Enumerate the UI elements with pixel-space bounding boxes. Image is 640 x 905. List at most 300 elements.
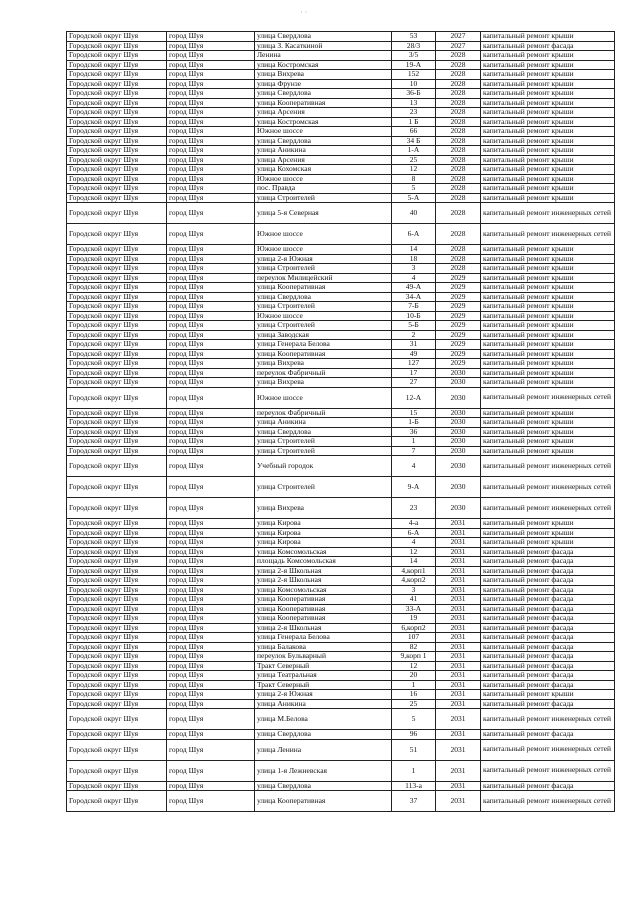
municipality-cell: Городской округ Шуя	[67, 547, 167, 557]
table-row	[67, 349, 615, 359]
work-type-cell: капитальный ремонт инженерных сетей	[481, 203, 615, 224]
municipality-cell: Городской округ Шуя	[67, 273, 167, 283]
table-row	[67, 165, 615, 175]
settlement-cell: город Шуя	[167, 292, 255, 302]
house-number-cell: 10	[392, 79, 436, 89]
year-cell: 2031	[436, 642, 481, 652]
house-number-cell: 127	[392, 359, 436, 369]
table-row	[67, 456, 615, 477]
work-type-cell: капитальный ремонт крыши	[481, 408, 615, 418]
municipality-cell: Городской округ Шуя	[67, 528, 167, 538]
settlement-cell: город Шуя	[167, 652, 255, 662]
table-row	[67, 652, 615, 662]
street-cell: улица Заводская	[255, 330, 392, 340]
work-type-cell: капитальный ремонт фасада	[481, 642, 615, 652]
house-number-cell: 152	[392, 70, 436, 80]
table-row	[67, 203, 615, 224]
settlement-cell: город Шуя	[167, 446, 255, 456]
municipality-cell: Городской округ Шуя	[67, 437, 167, 447]
repair-schedule-table	[66, 31, 615, 812]
settlement-cell: город Шуя	[167, 330, 255, 340]
work-type-cell: капитальный ремонт крыши	[481, 108, 615, 118]
table-row	[67, 528, 615, 538]
settlement-cell: город Шуя	[167, 302, 255, 312]
work-type-cell: капитальный ремонт фасада	[481, 661, 615, 671]
year-cell: 2031	[436, 604, 481, 614]
settlement-cell: город Шуя	[167, 89, 255, 99]
settlement-cell: город Шуя	[167, 378, 255, 388]
street-cell: улица Строителей	[255, 193, 392, 203]
settlement-cell: город Шуя	[167, 203, 255, 224]
street-cell: улица Вихрева	[255, 359, 392, 369]
municipality-cell: Городской округ Шуя	[67, 203, 167, 224]
work-type-cell: капитальный ремонт фасада	[481, 566, 615, 576]
house-number-cell: 6-А	[392, 224, 436, 245]
settlement-cell: город Шуя	[167, 437, 255, 447]
house-number-cell: 10-Б	[392, 311, 436, 321]
year-cell: 2029	[436, 273, 481, 283]
settlement-cell: город Шуя	[167, 321, 255, 331]
street-cell: улица Аникина	[255, 418, 392, 428]
house-number-cell: 40	[392, 203, 436, 224]
year-cell: 2030	[436, 387, 481, 408]
settlement-cell: город Шуя	[167, 70, 255, 80]
table-row	[67, 680, 615, 690]
municipality-cell: Городской округ Шуя	[67, 604, 167, 614]
house-number-cell: 1	[392, 437, 436, 447]
year-cell: 2028	[436, 60, 481, 70]
municipality-cell: Городской округ Шуя	[67, 661, 167, 671]
year-cell: 2028	[436, 127, 481, 137]
house-number-cell: 5	[392, 709, 436, 730]
table-row	[67, 146, 615, 156]
municipality-cell: Городской округ Шуя	[67, 791, 167, 812]
settlement-cell: город Шуя	[167, 117, 255, 127]
house-number-cell: 5	[392, 184, 436, 194]
settlement-cell: город Шуя	[167, 557, 255, 567]
street-cell: улица Костромская	[255, 60, 392, 70]
settlement-cell: город Шуя	[167, 41, 255, 51]
municipality-cell: Городской округ Шуя	[67, 633, 167, 643]
table-row	[67, 576, 615, 586]
street-cell: Южное шоссе	[255, 224, 392, 245]
street-cell: улица Кооперативная	[255, 283, 392, 293]
street-cell: улица Строителей	[255, 321, 392, 331]
street-cell: переулок Фабричный	[255, 368, 392, 378]
settlement-cell: город Шуя	[167, 519, 255, 529]
house-number-cell: 5-Б	[392, 321, 436, 331]
municipality-cell: Городской округ Шуя	[67, 359, 167, 369]
street-cell: улица Кирова	[255, 528, 392, 538]
table-row	[67, 614, 615, 624]
municipality-cell: Городской округ Шуя	[67, 427, 167, 437]
municipality-cell: Городской округ Шуя	[67, 311, 167, 321]
year-cell: 2031	[436, 528, 481, 538]
street-cell: улица Кооперативная	[255, 595, 392, 605]
year-cell: 2029	[436, 302, 481, 312]
table-row	[67, 427, 615, 437]
table-row	[67, 557, 615, 567]
street-cell: улица Комсомольская	[255, 547, 392, 557]
year-cell: 2028	[436, 155, 481, 165]
street-cell: Учебный городок	[255, 456, 392, 477]
municipality-cell: Городской округ Шуя	[67, 155, 167, 165]
year-cell: 2031	[436, 680, 481, 690]
table-row	[67, 623, 615, 633]
street-cell: улица Строителей	[255, 264, 392, 274]
street-cell: улица Кооперативная	[255, 349, 392, 359]
house-number-cell: 51	[392, 739, 436, 760]
table-row	[67, 642, 615, 652]
house-number-cell: 37	[392, 791, 436, 812]
table-row	[67, 446, 615, 456]
house-number-cell: 9-А	[392, 477, 436, 498]
municipality-cell: Городской округ Шуя	[67, 671, 167, 681]
street-cell: улица 5-я Северная	[255, 203, 392, 224]
work-type-cell: капитальный ремонт крыши	[481, 283, 615, 293]
year-cell: 2031	[436, 699, 481, 709]
year-cell: 2031	[436, 557, 481, 567]
street-cell: улица Строителей	[255, 446, 392, 456]
municipality-cell: Городской округ Шуя	[67, 557, 167, 567]
municipality-cell: Городской округ Шуя	[67, 41, 167, 51]
table-row	[67, 690, 615, 700]
municipality-cell: Городской округ Шуя	[67, 652, 167, 662]
municipality-cell: Городской округ Шуя	[67, 117, 167, 127]
year-cell: 2030	[436, 456, 481, 477]
table-row	[67, 193, 615, 203]
settlement-cell: город Шуя	[167, 614, 255, 624]
work-type-cell: капитальный ремонт фасада	[481, 730, 615, 740]
table-row	[67, 311, 615, 321]
house-number-cell: 16	[392, 690, 436, 700]
year-cell: 2030	[436, 498, 481, 519]
work-type-cell: капитальный ремонт фасада	[481, 781, 615, 791]
settlement-cell: город Шуя	[167, 690, 255, 700]
work-type-cell: капитальный ремонт крыши	[481, 89, 615, 99]
house-number-cell: 9,корп 1	[392, 652, 436, 662]
house-number-cell: 6-А	[392, 528, 436, 538]
street-cell: улица 2-я Южная	[255, 254, 392, 264]
house-number-cell: 12	[392, 661, 436, 671]
settlement-cell: город Шуя	[167, 498, 255, 519]
table-row	[67, 498, 615, 519]
work-type-cell: капитальный ремонт крыши	[481, 368, 615, 378]
municipality-cell: Городской округ Шуя	[67, 699, 167, 709]
municipality-cell: Городской округ Шуя	[67, 254, 167, 264]
work-type-cell: капитальный ремонт инженерных сетей	[481, 791, 615, 812]
table-row	[67, 321, 615, 331]
work-type-cell: капитальный ремонт крыши	[481, 51, 615, 61]
table-row	[67, 378, 615, 388]
municipality-cell: Городской округ Шуя	[67, 321, 167, 331]
street-cell: Южное шоссе	[255, 127, 392, 137]
settlement-cell: город Шуя	[167, 739, 255, 760]
table-row	[67, 519, 615, 529]
street-cell: улица Ленина	[255, 739, 392, 760]
year-cell: 2029	[436, 311, 481, 321]
settlement-cell: город Шуя	[167, 32, 255, 42]
settlement-cell: город Шуя	[167, 193, 255, 203]
settlement-cell: город Шуя	[167, 730, 255, 740]
work-type-cell: капитальный ремонт крыши	[481, 60, 615, 70]
year-cell: 2031	[436, 791, 481, 812]
municipality-cell: Городской округ Шуя	[67, 387, 167, 408]
house-number-cell: 53	[392, 32, 436, 42]
street-cell: улица Арсения	[255, 108, 392, 118]
table-row	[67, 245, 615, 255]
street-cell: Тракт Северный	[255, 680, 392, 690]
municipality-cell: Городской округ Шуя	[67, 245, 167, 255]
work-type-cell: капитальный ремонт крыши	[481, 165, 615, 175]
table-row	[67, 387, 615, 408]
settlement-cell: город Шуя	[167, 709, 255, 730]
table-row	[67, 330, 615, 340]
work-type-cell: капитальный ремонт крыши	[481, 136, 615, 146]
table-row	[67, 70, 615, 80]
municipality-cell: Городской округ Шуя	[67, 32, 167, 42]
settlement-cell: город Шуя	[167, 680, 255, 690]
work-type-cell: капитальный ремонт фасада	[481, 633, 615, 643]
settlement-cell: город Шуя	[167, 427, 255, 437]
house-number-cell: 4	[392, 538, 436, 548]
work-type-cell: капитальный ремонт крыши	[481, 427, 615, 437]
work-type-cell: капитальный ремонт инженерных сетей	[481, 456, 615, 477]
house-number-cell: 19	[392, 614, 436, 624]
table-row	[67, 108, 615, 118]
house-number-cell: 14	[392, 245, 436, 255]
table-row	[67, 174, 615, 184]
street-cell: улица М.Белова	[255, 709, 392, 730]
municipality-cell: Городской округ Шуя	[67, 418, 167, 428]
street-cell: улица Вихрева	[255, 498, 392, 519]
work-type-cell: капитальный ремонт фасада	[481, 680, 615, 690]
municipality-cell: Городской округ Шуя	[67, 446, 167, 456]
house-number-cell: 1-Б	[392, 418, 436, 428]
table-row	[67, 136, 615, 146]
settlement-cell: город Шуя	[167, 408, 255, 418]
table-row	[67, 781, 615, 791]
work-type-cell: капитальный ремонт крыши	[481, 155, 615, 165]
table-row	[67, 699, 615, 709]
year-cell: 2030	[436, 418, 481, 428]
work-type-cell: капитальный ремонт крыши	[481, 321, 615, 331]
work-type-cell: капитальный ремонт крыши	[481, 359, 615, 369]
table-row	[67, 273, 615, 283]
settlement-cell: город Шуя	[167, 184, 255, 194]
municipality-cell: Городской округ Шуя	[67, 340, 167, 350]
municipality-cell: Городской округ Шуя	[67, 292, 167, 302]
municipality-cell: Городской округ Шуя	[67, 146, 167, 156]
table-row	[67, 89, 615, 99]
year-cell: 2029	[436, 321, 481, 331]
municipality-cell: Городской округ Шуя	[67, 224, 167, 245]
street-cell: улица Свердлова	[255, 427, 392, 437]
house-number-cell: 17	[392, 368, 436, 378]
work-type-cell: капитальный ремонт крыши	[481, 117, 615, 127]
year-cell: 2029	[436, 359, 481, 369]
work-type-cell: капитальный ремонт крыши	[481, 32, 615, 42]
settlement-cell: город Шуя	[167, 146, 255, 156]
house-number-cell: 96	[392, 730, 436, 740]
table-row	[67, 51, 615, 61]
table-row	[67, 408, 615, 418]
work-type-cell: капитальный ремонт крыши	[481, 446, 615, 456]
house-number-cell: 25	[392, 155, 436, 165]
municipality-cell: Городской округ Шуя	[67, 614, 167, 624]
house-number-cell: 27	[392, 378, 436, 388]
table-row	[67, 739, 615, 760]
work-type-cell: капитальный ремонт фасада	[481, 547, 615, 557]
work-type-cell: капитальный ремонт фасада	[481, 604, 615, 614]
house-number-cell: 3/5	[392, 51, 436, 61]
settlement-cell: город Шуя	[167, 781, 255, 791]
year-cell: 2031	[436, 739, 481, 760]
work-type-cell: капитальный ремонт крыши	[481, 437, 615, 447]
municipality-cell: Городской округ Шуя	[67, 368, 167, 378]
year-cell: 2028	[436, 203, 481, 224]
municipality-cell: Городской округ Шуя	[67, 781, 167, 791]
settlement-cell: город Шуя	[167, 273, 255, 283]
house-number-cell: 33-А	[392, 604, 436, 614]
table-row	[67, 79, 615, 89]
settlement-cell: город Шуя	[167, 165, 255, 175]
table-row	[67, 604, 615, 614]
table-row	[67, 477, 615, 498]
house-number-cell: 19-А	[392, 60, 436, 70]
work-type-cell: капитальный ремонт крыши	[481, 174, 615, 184]
municipality-cell: Городской округ Шуя	[67, 680, 167, 690]
street-cell: улица Вихрева	[255, 70, 392, 80]
street-cell: Южное шоссе	[255, 311, 392, 321]
municipality-cell: Городской округ Шуя	[67, 108, 167, 118]
table-row	[67, 264, 615, 274]
street-cell: улица Свердлова	[255, 730, 392, 740]
municipality-cell: Городской округ Шуя	[67, 165, 167, 175]
work-type-cell: капитальный ремонт инженерных сетей	[481, 477, 615, 498]
work-type-cell: капитальный ремонт крыши	[481, 292, 615, 302]
house-number-cell: 4	[392, 273, 436, 283]
year-cell: 2029	[436, 283, 481, 293]
table-row	[67, 155, 615, 165]
work-type-cell: капитальный ремонт крыши	[481, 528, 615, 538]
street-cell: улица Балакова	[255, 642, 392, 652]
house-number-cell: 7-Б	[392, 302, 436, 312]
municipality-cell: Городской округ Шуя	[67, 739, 167, 760]
year-cell: 2028	[436, 51, 481, 61]
municipality-cell: Городской округ Шуя	[67, 98, 167, 108]
work-type-cell: капитальный ремонт крыши	[481, 538, 615, 548]
year-cell: 2031	[436, 595, 481, 605]
street-cell: улица Кооперативная	[255, 604, 392, 614]
settlement-cell: город Шуя	[167, 136, 255, 146]
scan-speck: · ·	[300, 8, 308, 17]
settlement-cell: город Шуя	[167, 108, 255, 118]
table-row	[67, 661, 615, 671]
municipality-cell: Городской округ Шуя	[67, 51, 167, 61]
table-row	[67, 585, 615, 595]
table-row	[67, 340, 615, 350]
municipality-cell: Городской округ Шуя	[67, 349, 167, 359]
work-type-cell: капитальный ремонт инженерных сетей	[481, 224, 615, 245]
house-number-cell: 12	[392, 165, 436, 175]
year-cell: 2028	[436, 224, 481, 245]
work-type-cell: капитальный ремонт фасада	[481, 41, 615, 51]
table-row	[67, 418, 615, 428]
settlement-cell: город Шуя	[167, 477, 255, 498]
year-cell: 2031	[436, 760, 481, 781]
settlement-cell: город Шуя	[167, 387, 255, 408]
work-type-cell: капитальный ремонт инженерных сетей	[481, 387, 615, 408]
street-cell: улица Генерала Белова	[255, 340, 392, 350]
settlement-cell: город Шуя	[167, 127, 255, 137]
house-number-cell: 36-Б	[392, 89, 436, 99]
work-type-cell: капитальный ремонт фасада	[481, 585, 615, 595]
document-sheet	[66, 31, 614, 812]
table-row	[67, 32, 615, 42]
year-cell: 2028	[436, 70, 481, 80]
street-cell: улица 2-я Южная	[255, 690, 392, 700]
work-type-cell: капитальный ремонт крыши	[481, 690, 615, 700]
settlement-cell: город Шуя	[167, 623, 255, 633]
work-type-cell: капитальный ремонт крыши	[481, 245, 615, 255]
house-number-cell: 66	[392, 127, 436, 137]
table-row	[67, 41, 615, 51]
settlement-cell: город Шуя	[167, 576, 255, 586]
settlement-cell: город Шуя	[167, 79, 255, 89]
table-row	[67, 437, 615, 447]
municipality-cell: Городской округ Шуя	[67, 283, 167, 293]
street-cell: площадь Комсомольская	[255, 557, 392, 567]
year-cell: 2031	[436, 623, 481, 633]
work-type-cell: капитальный ремонт крыши	[481, 79, 615, 89]
municipality-cell: Городской округ Шуя	[67, 378, 167, 388]
settlement-cell: город Шуя	[167, 283, 255, 293]
settlement-cell: город Шуя	[167, 349, 255, 359]
table-row	[67, 292, 615, 302]
work-type-cell: капитальный ремонт крыши	[481, 264, 615, 274]
year-cell: 2030	[436, 378, 481, 388]
street-cell: улица Свердлова	[255, 32, 392, 42]
municipality-cell: Городской округ Шуя	[67, 566, 167, 576]
year-cell: 2027	[436, 41, 481, 51]
table-row	[67, 760, 615, 781]
work-type-cell: капитальный ремонт крыши	[481, 418, 615, 428]
house-number-cell: 1 Б	[392, 117, 436, 127]
street-cell: пос. Правда	[255, 184, 392, 194]
house-number-cell: 34 Б	[392, 136, 436, 146]
street-cell: улица Генерала Белова	[255, 633, 392, 643]
municipality-cell: Городской округ Шуя	[67, 709, 167, 730]
year-cell: 2028	[436, 184, 481, 194]
street-cell: улица 2-я Школьная	[255, 576, 392, 586]
municipality-cell: Городской округ Шуя	[67, 538, 167, 548]
year-cell: 2030	[436, 477, 481, 498]
year-cell: 2031	[436, 652, 481, 662]
house-number-cell: 23	[392, 498, 436, 519]
settlement-cell: город Шуя	[167, 604, 255, 614]
table-row	[67, 224, 615, 245]
municipality-cell: Городской округ Шуя	[67, 408, 167, 418]
work-type-cell: капитальный ремонт фасада	[481, 595, 615, 605]
year-cell: 2029	[436, 330, 481, 340]
settlement-cell: город Шуя	[167, 791, 255, 812]
street-cell: Ленина	[255, 51, 392, 61]
house-number-cell: 1	[392, 760, 436, 781]
house-number-cell: 8	[392, 174, 436, 184]
house-number-cell: 18	[392, 254, 436, 264]
settlement-cell: город Шуя	[167, 51, 255, 61]
